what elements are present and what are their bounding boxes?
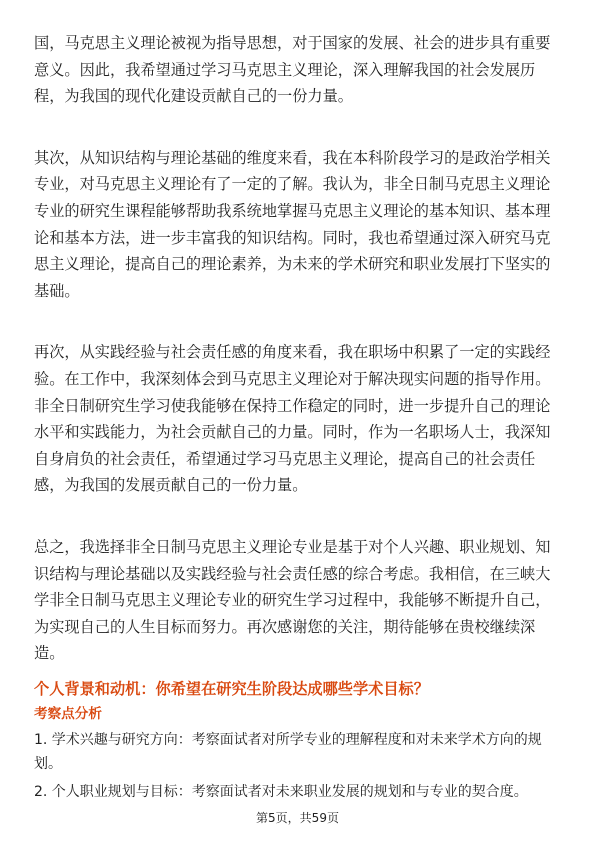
paragraph-conclusion: 总之，我选择非全日制马克思主义理论专业是基于对个人兴趣、职业规划、知识结构与理论基础以及实践经验与社会责任感的综合考虑。我相信，在三峡大学非全日制马克思主义理论专业的研究生学习过程中，我能够不断提升自己，为实现自己的人生目标而努力。再次感谢您的关注，期待能够在贵校继续深造。	[34, 537, 551, 663]
analysis-label: 考察点分析	[34, 705, 102, 722]
section-gap	[34, 667, 562, 677]
paragraph-intro-continued: 国，马克思主义理论被视为指导思想，对于国家的发展、社会的进步具有重要意义。因此，我希望通过学习马克思主义理论，深入理解我国的社会发展历程，为我国的现代化建设贡献自己的一份力量。	[34, 34, 551, 106]
question-heading: 个人背景和动机：你希望在研究生阶段达成哪些学术目标？	[34, 679, 429, 698]
analysis-item-1: 1. 学术兴趣与研究方向：考察面试者对所学专业的理解程度和对未来学术方向的规划。	[34, 731, 542, 772]
paragraph-gap	[34, 499, 562, 534]
page-number: 第5页，共59页	[256, 811, 339, 825]
paragraph-knowledge-structure: 其次，从知识结构与理论基础的维度来看，我在本科阶段学习的是政治学相关专业，对马克思主义理论有了一定的了解。我认为，非全日制马克思主义理论专业的研究生课程能够帮助我系统地掌握马克思主义理论的基本知识、基本理论和基本方法，进一步丰富我的知识结构。同时，我也希望通过深入研究马克思主义理论，提高自己的理论素养，为未来的学术研究和职业发展打下坚实的基础。	[34, 148, 551, 300]
paragraph-gap	[34, 304, 562, 339]
paragraph-gap	[34, 110, 562, 145]
document-body	[34, 30, 562, 804]
analysis-item-2: 2. 个人职业规划与目标：考察面试者对未来职业发展的规划和与专业的契合度。	[34, 783, 528, 800]
paragraph-practice-experience: 再次，从实践经验与社会责任感的角度来看，我在职场中积累了一定的实践经验。在工作中，我深刻体会到马克思主义理论对于解决现实问题的指导作用。非全日制研究生学习使我能够在保持工作稳定的同时，进一步提升自己的理论水平和实践能力，为社会贡献自己的力量。同时，作为一名职场人士，我深知自身肩负的社会责任，希望通过学习马克思主义理论，提高自己的社会责任感，为我国的发展贡献自己的一份力量。	[34, 343, 551, 495]
